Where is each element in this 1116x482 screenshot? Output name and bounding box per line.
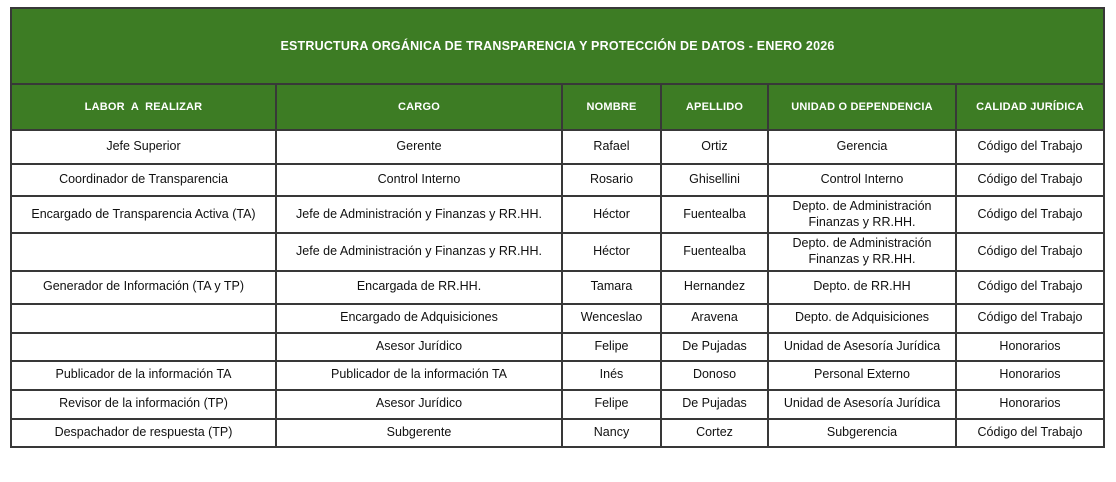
table-row (11, 196, 1104, 233)
table-cell: Felipe (562, 333, 661, 361)
table-cell: Donoso (661, 361, 768, 390)
table-cell: Código del Trabajo (956, 233, 1104, 270)
table-cell: Asesor Jurídico (276, 390, 562, 419)
table-cell: Jefe de Administración y Finanzas y RR.HH. (276, 233, 562, 270)
table-cell (11, 304, 276, 333)
table-cell: Rosario (562, 164, 661, 196)
table-cell: Unidad de Asesoría Jurídica (768, 333, 956, 361)
table-cell: Publicador de la información TA (11, 361, 276, 390)
table-cell: Tamara (562, 271, 661, 304)
org-structure-table (10, 7, 1105, 448)
table-cell: Subgerencia (768, 419, 956, 447)
table-cell: Cortez (661, 419, 768, 447)
table-cell: Depto. de Administración Finanzas y RR.HH. (768, 233, 956, 270)
table-row (11, 361, 1104, 390)
table-cell: Honorarios (956, 390, 1104, 419)
table-cell: Fuentealba (661, 233, 768, 270)
table-cell: Código del Trabajo (956, 164, 1104, 196)
table-cell: Felipe (562, 390, 661, 419)
table-cell: Wenceslao (562, 304, 661, 333)
table-cell: Encargada de RR.HH. (276, 271, 562, 304)
table-cell: Ortiz (661, 130, 768, 164)
table-row (11, 304, 1104, 333)
table-cell: Ghisellini (661, 164, 768, 196)
column-header-6: CALIDAD JURÍDICA (956, 84, 1104, 130)
table-cell: Héctor (562, 233, 661, 270)
table-cell (11, 333, 276, 361)
table-cell: Depto. de Administración Finanzas y RR.HH. (768, 196, 956, 233)
table-cell: Control Interno (768, 164, 956, 196)
table-cell: Héctor (562, 196, 661, 233)
table-cell: Encargado de Adquisiciones (276, 304, 562, 333)
table-row (11, 271, 1104, 304)
table-cell: Código del Trabajo (956, 130, 1104, 164)
table-cell: Honorarios (956, 333, 1104, 361)
table-cell: Despachador de respuesta (TP) (11, 419, 276, 447)
table-cell: Generador de Información (TA y TP) (11, 271, 276, 304)
table-cell: Nancy (562, 419, 661, 447)
table-cell: Gerencia (768, 130, 956, 164)
table-body (11, 130, 1104, 447)
table-cell: Asesor Jurídico (276, 333, 562, 361)
table-row (11, 333, 1104, 361)
table-cell: Hernandez (661, 271, 768, 304)
table-cell: Coordinador de Transparencia (11, 164, 276, 196)
table-cell: De Pujadas (661, 390, 768, 419)
table-cell: Encargado de Transparencia Activa (TA) (11, 196, 276, 233)
column-header-5: UNIDAD O DEPENDENCIA (768, 84, 956, 130)
table-cell: Subgerente (276, 419, 562, 447)
column-header-3: NOMBRE (562, 84, 661, 130)
table-cell: Fuentealba (661, 196, 768, 233)
table-row (11, 419, 1104, 447)
table-row (11, 164, 1104, 196)
table-cell: Jefe Superior (11, 130, 276, 164)
table-cell: Jefe de Administración y Finanzas y RR.HH. (276, 196, 562, 233)
org-structure-sheet (10, 7, 1105, 448)
column-header-1: LABOR A REALIZAR (11, 84, 276, 130)
table-cell: Aravena (661, 304, 768, 333)
table-cell: Publicador de la información TA (276, 361, 562, 390)
table-cell: Control Interno (276, 164, 562, 196)
table-cell: Revisor de la información (TP) (11, 390, 276, 419)
table-row (11, 130, 1104, 164)
table-row (11, 390, 1104, 419)
table-cell: Inés (562, 361, 661, 390)
table-cell: Depto. de RR.HH (768, 271, 956, 304)
table-cell: De Pujadas (661, 333, 768, 361)
table-cell: Depto. de Adquisiciones (768, 304, 956, 333)
table-cell: Unidad de Asesoría Jurídica (768, 390, 956, 419)
column-header-4: APELLIDO (661, 84, 768, 130)
table-title: ESTRUCTURA ORGÁNICA DE TRANSPARENCIA Y PROTECCIÓN DE DATOS - ENERO 2026 (11, 8, 1104, 84)
column-header-2: CARGO (276, 84, 562, 130)
table-cell: Código del Trabajo (956, 196, 1104, 233)
table-cell (11, 233, 276, 270)
table-row (11, 233, 1104, 270)
table-cell: Código del Trabajo (956, 419, 1104, 447)
title-row (11, 8, 1104, 84)
table-cell: Honorarios (956, 361, 1104, 390)
table-cell: Código del Trabajo (956, 304, 1104, 333)
table-cell: Personal Externo (768, 361, 956, 390)
column-header-row (11, 84, 1104, 130)
table-cell: Rafael (562, 130, 661, 164)
table-cell: Código del Trabajo (956, 271, 1104, 304)
table-cell: Gerente (276, 130, 562, 164)
